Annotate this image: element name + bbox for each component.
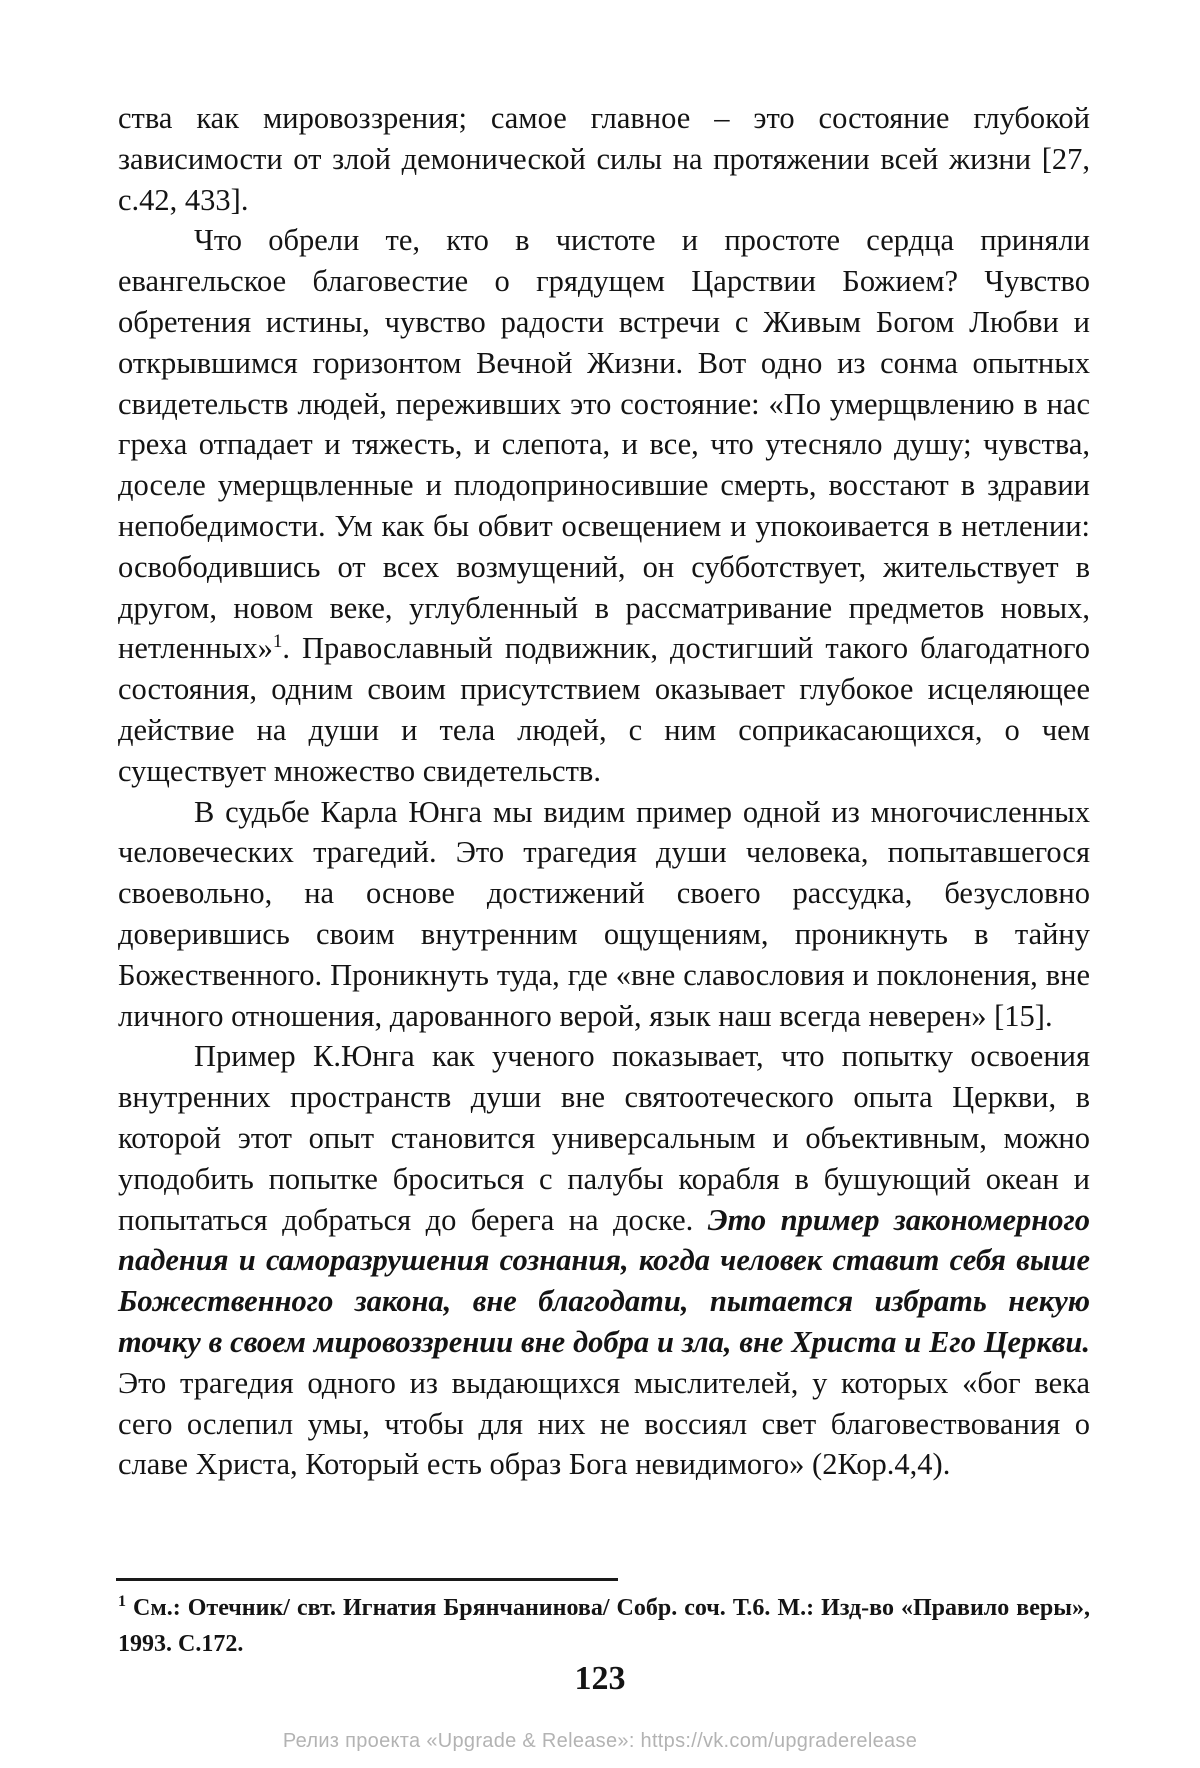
page-number: 123: [574, 1660, 626, 1697]
paragraph-4-start: Пример К.Юнга как ученого показывает, что попытку освоения внутренних пространств души вне святоотеческого опыта Церкви, в которой этот опыт становится универсальным и объективным, можно уподобить попытке броситься с палубы корабля в бушующий океан и попытаться добраться до берега на доске.: [118, 1039, 1090, 1237]
paragraph-4-end: Это трагедия одного из выдающихся мыслителей, у которых «бог века сего ослепил умы, чтобы для них не воссиял свет благовествования о славе Христа, Который есть образ Бога невидимого» (2Кор.4,4).: [118, 1365, 1090, 1482]
release-watermark: Релиз проекта «Upgrade & Release»: https://vk.com/upgraderelease: [282, 1730, 918, 1752]
main-text: [118, 98, 1090, 1485]
paragraph-2-quote-part: Что обрели те, кто в чистоте и простоте сердца приняли евангельское благовестие о грядущем Царствии Божием? Чувство обретения истины, чувство радости встречи с Живым Богом Любви и открывшимся горизонтом Вечной Жизни. Вот одно из сонма опытных свидетельств людей, переживших это состояние: «По умерщвлению в нас греха отпадает и тяжесть, и слепота, и все, что утесняло душу; чувства, доселе умерщвленные и плодоприносившие смерть, восстают в здравии непобедимости. Ум как бы обвит освещением и упокоивается в нетлении: освободившись от всех возмущений, он субботствует, жительствует в другом, новом веке, углубленный в рассматривание предметов новых, нетленных»: [118, 223, 1090, 666]
footnote-reference[interactable]: 1: [272, 631, 283, 653]
paragraph-2: [118, 220, 1090, 791]
footnote-text: См.: Отечник/ свт. Игнатия Брянчанинова/ Собр. соч. Т.6. М.: Изд-во «Правило веры», 1993. С.172.: [118, 1595, 1090, 1657]
footnote-number: 1: [118, 1593, 126, 1610]
paragraph-4: [118, 1036, 1090, 1485]
paragraph-3: В судьбе Карла Юнга мы видим пример одной из многочисленных человеческих трагедий. Это трагедия души человека, попытавшегося своевольно, на основе достижений своего рассудка, безусловно доверившись своим внутренним ощущениям, проникнуть в тайну Божественного. Проникнуть туда, где «вне славословия и поклонения, вне личного отношения, дарованного верой, язык наш всегда неверен» [15].: [118, 794, 1090, 1033]
paragraph-4-emphasis: Это пример закономерного падения и саморазрушения сознания, когда человек ставит себя выше Божественного закона, вне благодати, пытается избрать некую точку в своем мировоззрении вне добра и зла, вне Христа и Его Церкви.: [118, 1202, 1090, 1359]
paragraph-1: ства как мировоззрения; самое главное – это состояние глубокой зависимости от злой демонической силы на протяжении всей жизни [27, с.42, 433].: [118, 101, 1090, 217]
paragraph-2-rest: . Православный подвижник, достигший такого благодатного состояния, одним своим присутствием оказывает глубокое исцеляющее действие на души и тела людей, с ним соприкасающихся, о чем существует множество свидетельств.: [118, 631, 1090, 788]
footnote-divider: [116, 1578, 618, 1581]
footnote: [118, 1590, 1090, 1662]
